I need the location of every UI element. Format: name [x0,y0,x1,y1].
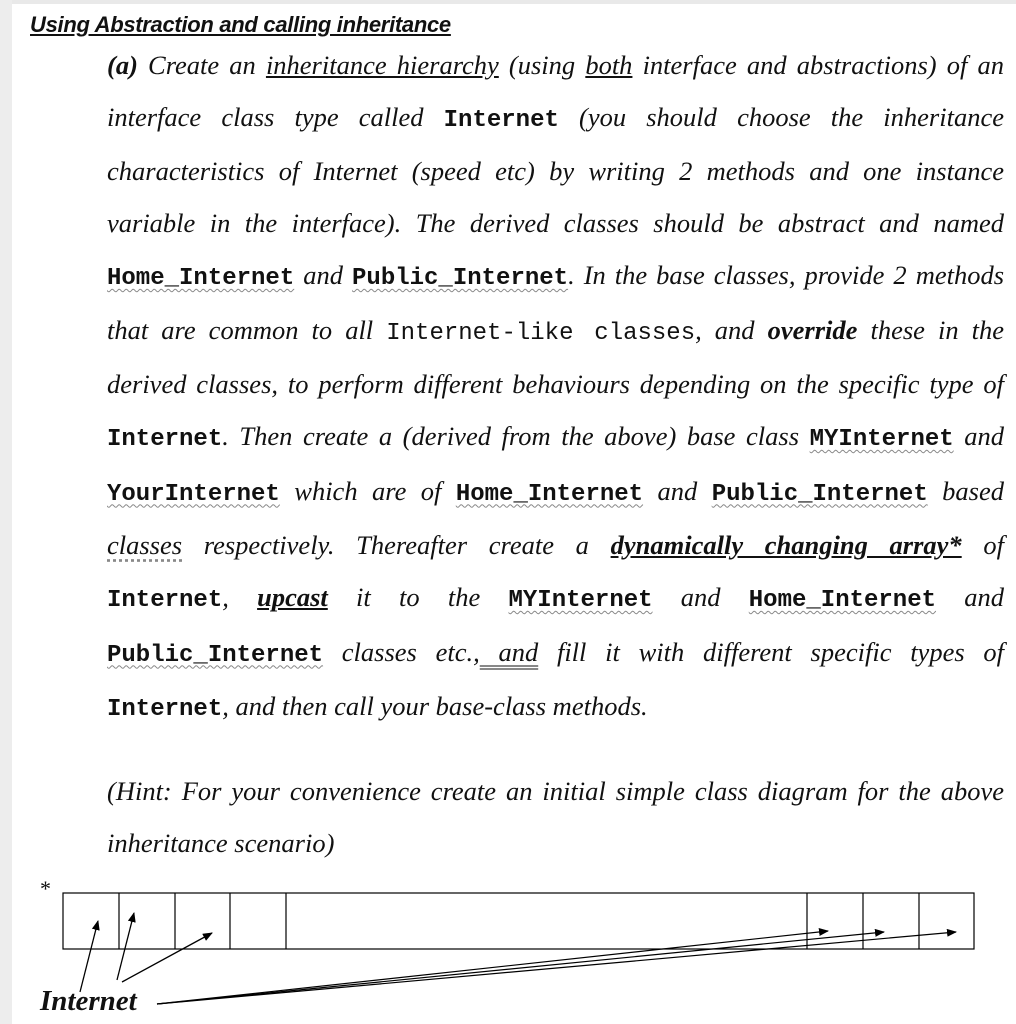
text-run: of [961,530,1004,561]
code-term: Internet-like classes [386,319,696,347]
text-run: classes etc., [323,636,480,667]
code-term: Public_Internet [107,641,324,669]
task-paragraph [107,40,1004,736]
text-run: and [294,259,353,290]
code-term: Internet [107,696,223,724]
pointer-arrow [122,933,212,982]
code-term: Internet [107,425,223,453]
text-run: and [936,582,1005,613]
text-run: , [222,582,258,613]
text-run: interface and abstractions) of an interface class type called [107,50,1004,132]
text-run: Create an [137,50,266,80]
pointer-arrow [157,931,828,1004]
array-box [63,893,974,949]
code-term: Internet [107,587,223,615]
code-term: Home_Internet [455,480,644,508]
text-run: which are of [279,475,456,506]
item-label: (a) [107,50,138,80]
text-run: dynamically changing array* [610,530,962,561]
text-run: inheritance hierarchy [265,50,499,80]
array-star-marker: * [40,876,51,901]
code-term: Home_Internet [107,264,295,292]
array-diagram [0,870,1016,1024]
code-term: Public_Internet [352,264,569,292]
text-run: , and [695,314,768,345]
text-run: (you should choose the inheritance characteristics of Internet (speed etc) by writing 2 methods and one instance variable in the interface). The derived classes should be abstract and named [107,101,1004,239]
top-border [0,0,1016,4]
diagram-label: Internet [40,985,137,1017]
text-run: respectively. Thereafter create a [182,530,611,561]
text-run: fill it with different specific types of [538,636,1004,667]
page-heading: Using Abstraction and calling inheritance [30,12,451,37]
hint-paragraph: (Hint: For your convenience create an initial simple class diagram for the above inheritance scenario) [107,776,1004,858]
pointer-arrow [157,932,956,1004]
pointer-arrow [157,932,884,1004]
code-term: MYInternet [508,587,653,615]
text-run: upcast [257,582,328,613]
text-run: (using [498,50,586,80]
code-term: Home_Internet [748,587,937,615]
text-run: , and then call your base-class methods. [222,691,648,722]
code-term: MYInternet [809,425,954,453]
code-term: YourInternet [107,480,280,508]
text-run: and [953,420,1004,451]
text-run: and [652,582,749,613]
code-term: Internet [443,106,559,134]
text-run: these in the derived classes, to perform different behaviours depending on the specific type of [107,314,1005,400]
text-run: . Then create a (derived from the above) base class [222,420,810,451]
text-run: classes [107,530,183,561]
code-term: Public_Internet [711,480,928,508]
text-run: both [585,50,633,80]
text-run: and [643,475,712,506]
text-run: and [479,636,539,667]
text-run: override [767,314,858,345]
text-run: it to the [327,582,509,613]
text-run: . In the base classes, provide 2 methods that are common to all [107,259,1005,345]
text-run: based [927,475,1004,506]
pointer-arrow [80,921,98,992]
